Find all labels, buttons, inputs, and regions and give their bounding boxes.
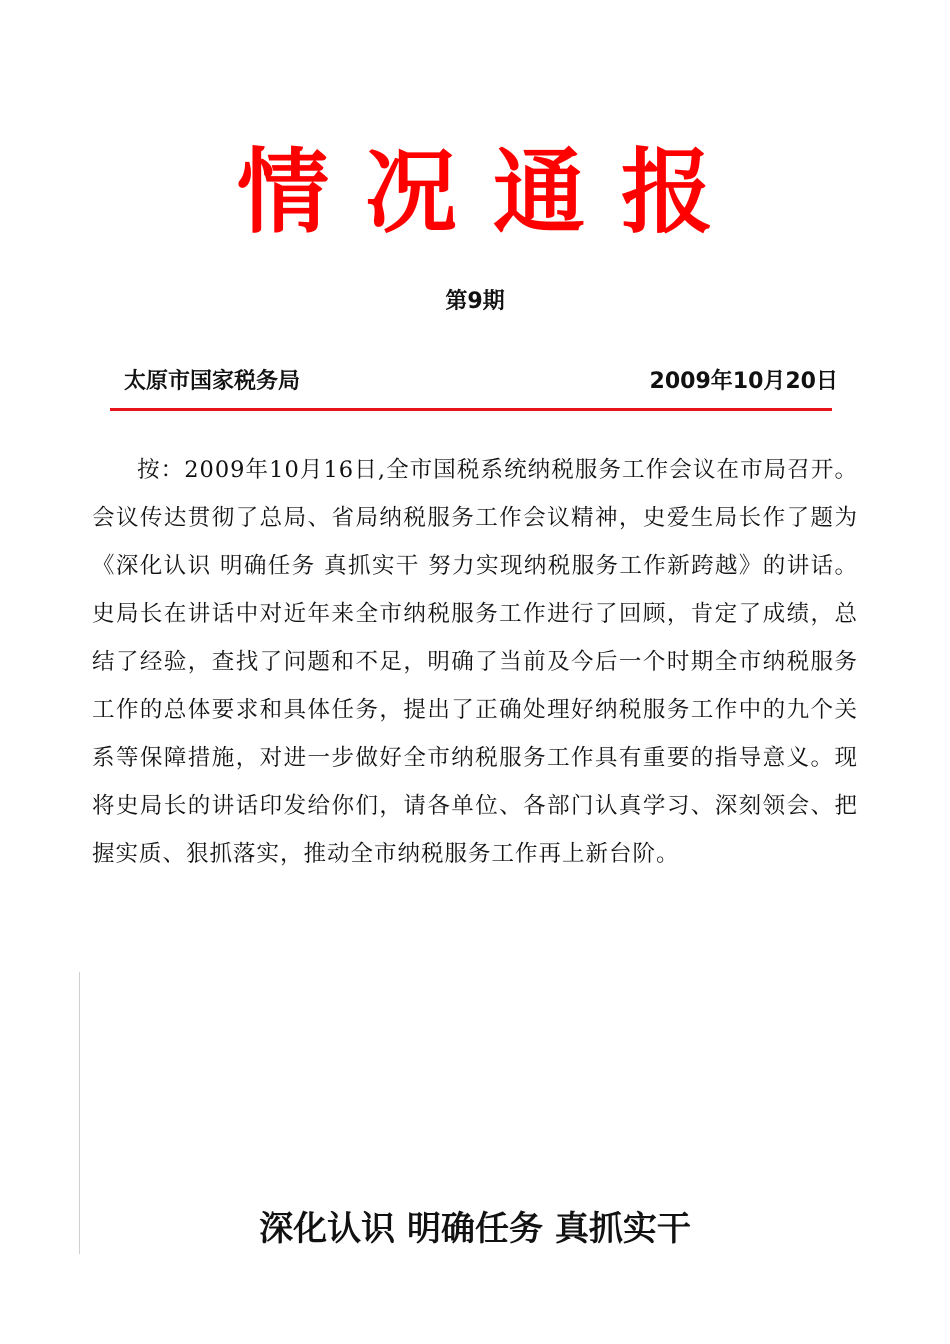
masthead-title: 情况通报 [236, 139, 749, 246]
speech-title: 深化认识 明确任务 真抓实干 [259, 1209, 691, 1249]
notice-paragraph: 按：2009年10月16日,全市国税系统纳税服务工作会议在市局召开。会议传达贯彻了总局、省局纳税服务工作会议精神，史爱生局长作了题为《深化认识 明确任务 真抓实干 努力实现纳税服务工作新跨越》的讲话。史局长在讲话中对近年来全市纳税服务工作进行了回顾，肯定了成绩，总结了经验，查找了问题和不足，明确了当前及今后一个时期全市纳税服务工作的总体要求和具体任务，提出了正确处理好纳税服务工作中的九个关系等保障措施，对进一步做好全市纳税服务工作具有重要的指导意义。现将史局长的讲话印发给你们，请各单位、各部门认真学习、深刻领会、把握实质、狠抓落实，推动全市纳税服务工作再上新台阶。 [92, 457, 858, 867]
issuer-name: 太原市国家税务局 [124, 369, 301, 394]
header-divider [110, 408, 832, 411]
issue-date: 2009年10月20日 [649, 369, 838, 394]
issue-number: 第9期 [445, 289, 505, 314]
